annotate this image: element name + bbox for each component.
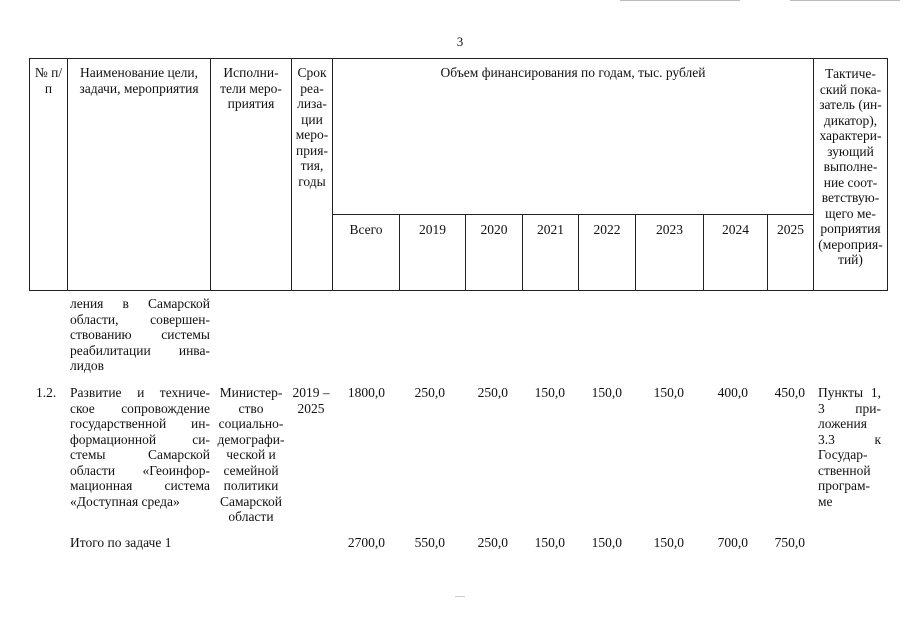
total-value-2025: 750,0 <box>774 535 805 550</box>
scan-edge-line <box>790 0 900 1</box>
total-value-2023: 150,0 <box>653 535 684 550</box>
header-num: № п/п <box>30 59 68 291</box>
row-executor: Министер-ство социально-демографи-ческой и семейной политики Самарской области <box>217 385 285 524</box>
total-value-2024: 700,0 <box>717 535 748 550</box>
header-funding: Объем финансирования по годам, тыс. рублей <box>333 59 814 215</box>
row-value-2019: 250,0 <box>414 385 445 400</box>
row-value-total: 1800,0 <box>347 385 385 400</box>
header-executors: Исполни-тели меро-приятия <box>211 59 292 291</box>
total-value-2022: 150,0 <box>591 535 622 550</box>
header-year-total: Всего <box>333 215 400 291</box>
continuation-text: ления в Самарской области, совершен-ствованию системы реабилитации инва-лидов <box>70 296 210 373</box>
total-label: Итого по задаче 1 <box>70 535 172 550</box>
header-year-2024: 2024 <box>704 215 768 291</box>
page-number: 3 <box>456 34 464 49</box>
scan-mark <box>455 596 465 597</box>
header-year-2021: 2021 <box>523 215 579 291</box>
header-name: Наименование цели, задачи, мероприятия <box>68 59 211 291</box>
header-table <box>29 58 888 291</box>
row-value-2023: 150,0 <box>653 385 684 400</box>
total-value-2021: 150,0 <box>534 535 565 550</box>
row-number: 1.2. <box>36 385 57 400</box>
row-indicator: Пункты 1, 3 при-ложения 3.3 к Государ-ственной програм-ме <box>818 385 881 509</box>
header-year-2025: 2025 <box>768 215 814 291</box>
total-value-2020: 250,0 <box>477 535 508 550</box>
row-value-2020: 250,0 <box>477 385 508 400</box>
row-value-2022: 150,0 <box>591 385 622 400</box>
row-term: 2019 – 2025 <box>292 385 330 416</box>
row-value-2024: 400,0 <box>717 385 748 400</box>
total-value-2019: 550,0 <box>414 535 445 550</box>
row-value-2021: 150,0 <box>534 385 565 400</box>
header-year-2020: 2020 <box>466 215 523 291</box>
header-year-2022: 2022 <box>579 215 636 291</box>
row-name: Развитие и техниче-ское сопровождение государственной ин-формационной си-стемы Самарской области «Геоинфор-мационная система «Доступная среда» <box>70 385 210 509</box>
header-term: Срок реа-лиза-ции меро-прия-тия, годы <box>292 59 333 291</box>
total-value-total: 2700,0 <box>347 535 385 550</box>
header-year-2019: 2019 <box>400 215 466 291</box>
header-indicator: Тактиче-ский пока-затель (ин-дикатор), характери-зующий выполне-ние соот-ветствую-щего ме-роприятия (мероприя-тий) <box>814 59 888 291</box>
row-value-2025: 450,0 <box>774 385 805 400</box>
scan-edge-line <box>620 0 740 1</box>
header-year-2023: 2023 <box>636 215 704 291</box>
